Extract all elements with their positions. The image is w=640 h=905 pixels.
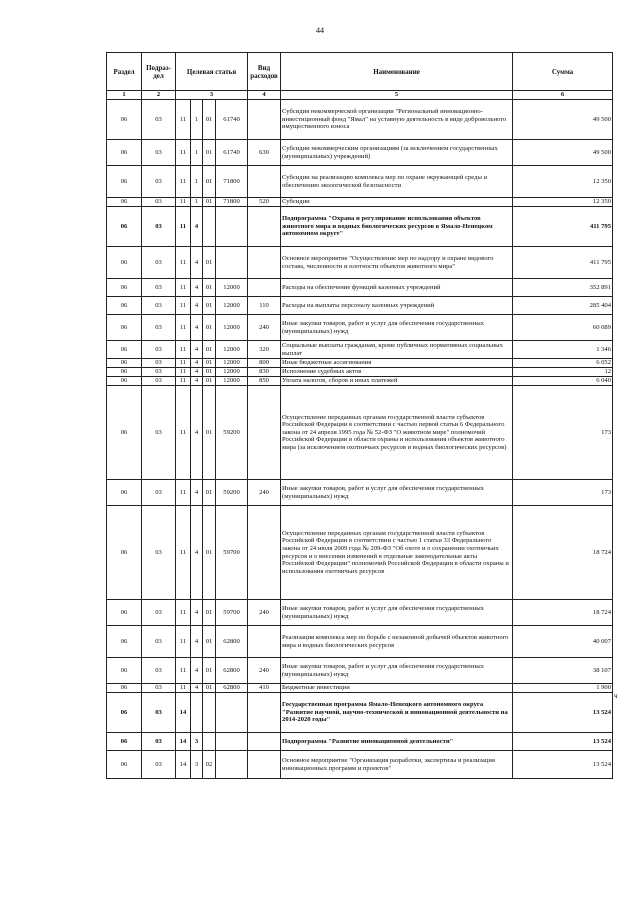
amount-cell: 12 350 bbox=[513, 166, 613, 198]
event-code-cell: 01 bbox=[203, 600, 216, 626]
razdel-cell: 06 bbox=[107, 140, 142, 166]
amount-cell: 12 bbox=[513, 368, 613, 377]
name-cell: Государственная программа Ямало-Ненецкого автономного округа "Развитие научной, научно-технической и инновационной деятельности на 2014-2020 годы" bbox=[281, 693, 513, 733]
razdel-cell: 06 bbox=[107, 658, 142, 684]
subprogram-code-cell: 4 bbox=[191, 359, 203, 368]
direction-code-cell bbox=[216, 693, 248, 733]
table-row bbox=[107, 247, 613, 279]
expense-type-cell bbox=[248, 207, 281, 247]
program-code-cell: 11 bbox=[176, 368, 191, 377]
direction-code-cell: 12000 bbox=[216, 368, 248, 377]
amount-cell: 352 891 bbox=[513, 279, 613, 297]
podrazdel-cell: 03 bbox=[142, 600, 176, 626]
podrazdel-cell: 03 bbox=[142, 368, 176, 377]
expense-type-cell bbox=[248, 100, 281, 140]
program-code-cell: 11 bbox=[176, 140, 191, 166]
amount-cell: 13 524 bbox=[513, 751, 613, 779]
expense-type-cell bbox=[248, 626, 281, 658]
name-cell: Иные закупки товаров, работ и услуг для обеспечения государственных (муниципальных) нужд bbox=[281, 600, 513, 626]
table-row bbox=[107, 751, 613, 779]
direction-code-cell bbox=[216, 247, 248, 279]
expense-type-cell bbox=[248, 506, 281, 600]
event-code-cell: 01 bbox=[203, 684, 216, 693]
razdel-cell: 06 bbox=[107, 600, 142, 626]
amount-cell: 173 bbox=[513, 480, 613, 506]
table-row bbox=[107, 480, 613, 506]
event-code-cell: 01 bbox=[203, 377, 216, 386]
direction-code-cell bbox=[216, 207, 248, 247]
amount-cell: 1 900 bbox=[513, 684, 613, 693]
table-row bbox=[107, 341, 613, 359]
razdel-cell: 06 bbox=[107, 198, 142, 207]
name-cell: Иные бюджетные ассигнования bbox=[281, 359, 513, 368]
index-cell: 6 bbox=[513, 91, 613, 100]
table-row bbox=[107, 600, 613, 626]
name-cell: Подпрограмма "Развитие инновационной деятельности" bbox=[281, 733, 513, 751]
program-code-cell: 14 bbox=[176, 751, 191, 779]
event-code-cell: 01 bbox=[203, 247, 216, 279]
program-code-cell: 14 bbox=[176, 693, 191, 733]
expense-type-cell bbox=[248, 751, 281, 779]
amount-cell: 38 107 bbox=[513, 658, 613, 684]
name-cell: Основное мероприятие "Осуществление мер по надзору и охране видового состава, численности и плотности объектов животного мира" bbox=[281, 247, 513, 279]
name-cell: Субсидии bbox=[281, 198, 513, 207]
razdel-cell: 06 bbox=[107, 733, 142, 751]
table-row bbox=[107, 100, 613, 140]
event-code-cell: 01 bbox=[203, 100, 216, 140]
podrazdel-cell: 03 bbox=[142, 733, 176, 751]
table-row bbox=[107, 506, 613, 600]
direction-code-cell bbox=[216, 751, 248, 779]
subprogram-code-cell: 4 bbox=[191, 626, 203, 658]
amount-cell: 13 524 bbox=[513, 693, 613, 733]
event-code-cell bbox=[203, 207, 216, 247]
amount-cell: 6 040 bbox=[513, 377, 613, 386]
podrazdel-cell: 03 bbox=[142, 480, 176, 506]
program-code-cell: 11 bbox=[176, 247, 191, 279]
expense-type-cell bbox=[248, 386, 281, 480]
name-cell: Социальные выплаты гражданам, кроме публичных нормативных социальных выплат bbox=[281, 341, 513, 359]
name-cell: Осуществление переданных органам государственной власти субъектов Российской Федерации в соответствии с частью первой статьи 6 Федерального закона от 24 апреля 1995 года № 52-ФЗ "О животном мире" полномочий Российской Федерации в области охраны и использования объектов животного мира (за исключением охотничьих ресурсов и водных биологических ресурсов) bbox=[281, 386, 513, 480]
podrazdel-cell: 03 bbox=[142, 247, 176, 279]
expense-type-cell: 240 bbox=[248, 480, 281, 506]
event-code-cell: 01 bbox=[203, 166, 216, 198]
expense-type-cell: 520 bbox=[248, 198, 281, 207]
program-code-cell: 11 bbox=[176, 341, 191, 359]
table-row bbox=[107, 733, 613, 751]
table-row bbox=[107, 166, 613, 198]
expense-type-cell bbox=[248, 733, 281, 751]
header-razdel: Раздел bbox=[107, 53, 142, 91]
podrazdel-cell: 03 bbox=[142, 751, 176, 779]
event-code-cell: 01 bbox=[203, 626, 216, 658]
name-cell: Иные закупки товаров, работ и услуг для обеспечения государственных (муниципальных) нужд bbox=[281, 315, 513, 341]
name-cell: Бюджетные инвестиции bbox=[281, 684, 513, 693]
subprogram-code-cell: 1 bbox=[191, 100, 203, 140]
event-code-cell: 01 bbox=[203, 140, 216, 166]
event-code-cell: 01 bbox=[203, 341, 216, 359]
expense-type-cell: 320 bbox=[248, 341, 281, 359]
subprogram-code-cell: 3 bbox=[191, 751, 203, 779]
name-cell: Подпрограмма "Охрана и регулирование использования объектов животного мира и водных биологических ресурсов в Ямало-Ненецком автономном округе" bbox=[281, 207, 513, 247]
header-naimenovanie: Наименование bbox=[281, 53, 513, 91]
expense-type-cell: 630 bbox=[248, 140, 281, 166]
direction-code-cell: 62800 bbox=[216, 684, 248, 693]
name-cell: Расходы на выплаты персоналу казенных учреждений bbox=[281, 297, 513, 315]
name-cell: Субсидия некоммерческой организации "Региональный инновационно-инвестиционный фонд "Ямал" на уставную деятельность в виде добровольного имущественного взноса bbox=[281, 100, 513, 140]
table-row bbox=[107, 658, 613, 684]
program-code-cell: 11 bbox=[176, 684, 191, 693]
subprogram-code-cell: 3 bbox=[191, 733, 203, 751]
amount-cell: 49 500 bbox=[513, 100, 613, 140]
event-code-cell: 01 bbox=[203, 506, 216, 600]
expense-type-cell: 800 bbox=[248, 359, 281, 368]
program-code-cell: 11 bbox=[176, 198, 191, 207]
subprogram-code-cell: 1 bbox=[191, 198, 203, 207]
subprogram-code-cell: 1 bbox=[191, 140, 203, 166]
direction-code-cell bbox=[216, 733, 248, 751]
header-vid-raskhodov: Вид расходов bbox=[248, 53, 281, 91]
name-cell: Субсидии на реализацию комплекса мер по охране окружающей среды и обеспечению экологической безопасности bbox=[281, 166, 513, 198]
podrazdel-cell: 03 bbox=[142, 198, 176, 207]
name-cell: Уплата налогов, сборов и иных платежей bbox=[281, 377, 513, 386]
program-code-cell: 11 bbox=[176, 386, 191, 480]
amount-cell: 49 500 bbox=[513, 140, 613, 166]
direction-code-cell: 12000 bbox=[216, 297, 248, 315]
name-cell: Субсидии некоммерческим организациям (за исключением государственных (муниципальных) учреждений) bbox=[281, 140, 513, 166]
podrazdel-cell: 03 bbox=[142, 297, 176, 315]
podrazdel-cell: 03 bbox=[142, 100, 176, 140]
event-code-cell: 01 bbox=[203, 359, 216, 368]
razdel-cell: 06 bbox=[107, 506, 142, 600]
direction-code-cell: 59200 bbox=[216, 386, 248, 480]
name-cell: Реализация комплекса мер по борьбе с незаконной добычей объектов животного мира и водных биологических ресурсов bbox=[281, 626, 513, 658]
event-code-cell bbox=[203, 733, 216, 751]
table-row bbox=[107, 386, 613, 480]
amount-cell: 1 346 bbox=[513, 341, 613, 359]
razdel-cell: 06 bbox=[107, 359, 142, 368]
podrazdel-cell: 03 bbox=[142, 386, 176, 480]
index-cell: 4 bbox=[248, 91, 281, 100]
podrazdel-cell: 03 bbox=[142, 377, 176, 386]
direction-code-cell: 59700 bbox=[216, 506, 248, 600]
program-code-cell: 11 bbox=[176, 600, 191, 626]
razdel-cell: 06 bbox=[107, 377, 142, 386]
name-cell: Основное мероприятие "Организация разработки, экспертизы и реализация инновационных программ и проектов" bbox=[281, 751, 513, 779]
table-row bbox=[107, 377, 613, 386]
subprogram-code-cell: 1 bbox=[191, 166, 203, 198]
direction-code-cell: 62800 bbox=[216, 658, 248, 684]
header-row bbox=[107, 53, 613, 91]
amount-cell: 173 bbox=[513, 386, 613, 480]
table-row bbox=[107, 198, 613, 207]
table-row bbox=[107, 626, 613, 658]
amount-cell: 285 404 bbox=[513, 297, 613, 315]
index-cell: 2 bbox=[142, 91, 176, 100]
razdel-cell: 06 bbox=[107, 386, 142, 480]
amount-cell: 12 350 bbox=[513, 198, 613, 207]
table-row bbox=[107, 359, 613, 368]
direction-code-cell: 12000 bbox=[216, 377, 248, 386]
event-code-cell: 01 bbox=[203, 386, 216, 480]
razdel-cell: 06 bbox=[107, 693, 142, 733]
razdel-cell: 06 bbox=[107, 207, 142, 247]
header-podrazdel: Подраз-дел bbox=[142, 53, 176, 91]
razdel-cell: 06 bbox=[107, 480, 142, 506]
podrazdel-cell: 03 bbox=[142, 693, 176, 733]
subprogram-code-cell: 4 bbox=[191, 506, 203, 600]
subprogram-code-cell: 4 bbox=[191, 279, 203, 297]
direction-code-cell: 59700 bbox=[216, 600, 248, 626]
podrazdel-cell: 03 bbox=[142, 359, 176, 368]
table-row bbox=[107, 368, 613, 377]
razdel-cell: 06 bbox=[107, 751, 142, 779]
expense-type-cell: 240 bbox=[248, 658, 281, 684]
expense-type-cell: 110 bbox=[248, 297, 281, 315]
event-code-cell: 01 bbox=[203, 368, 216, 377]
subprogram-code-cell bbox=[191, 693, 203, 733]
razdel-cell: 06 bbox=[107, 279, 142, 297]
event-code-cell: 02 bbox=[203, 751, 216, 779]
amount-cell: 411 795 bbox=[513, 207, 613, 247]
subprogram-code-cell: 4 bbox=[191, 368, 203, 377]
subprogram-code-cell: 4 bbox=[191, 341, 203, 359]
expense-type-cell bbox=[248, 166, 281, 198]
subprogram-code-cell: 4 bbox=[191, 658, 203, 684]
direction-code-cell: 62800 bbox=[216, 626, 248, 658]
program-code-cell: 11 bbox=[176, 166, 191, 198]
event-code-cell: 01 bbox=[203, 480, 216, 506]
index-cell: 5 bbox=[281, 91, 513, 100]
razdel-cell: 06 bbox=[107, 166, 142, 198]
subprogram-code-cell: 4 bbox=[191, 297, 203, 315]
event-code-cell: 01 bbox=[203, 279, 216, 297]
expense-type-cell bbox=[248, 279, 281, 297]
index-row bbox=[107, 91, 613, 100]
name-cell: Осуществление переданных органам государственной власти субъектов Российской Федерации в соответствии с частью 1 статьи 33 Федерального закона от 24 июля 2009 года № 209-ФЗ "Об охоте и о сохранении охотничьих ресурсов и о внесении изменений в отдельные законодательные акты Российской Федерации" полномочий Российской Федерации в области охраны и использования охотничьих ресурсов bbox=[281, 506, 513, 600]
name-cell: Иные закупки товаров, работ и услуг для обеспечения государственных (муниципальных) нужд bbox=[281, 658, 513, 684]
subprogram-code-cell: 4 bbox=[191, 247, 203, 279]
program-code-cell: 11 bbox=[176, 658, 191, 684]
razdel-cell: 06 bbox=[107, 100, 142, 140]
subprogram-code-cell: 4 bbox=[191, 480, 203, 506]
table-row bbox=[107, 297, 613, 315]
program-code-cell: 11 bbox=[176, 377, 191, 386]
event-code-cell: 01 bbox=[203, 297, 216, 315]
podrazdel-cell: 03 bbox=[142, 658, 176, 684]
table-row bbox=[107, 684, 613, 693]
expense-type-cell: 240 bbox=[248, 315, 281, 341]
program-code-cell: 11 bbox=[176, 100, 191, 140]
podrazdel-cell: 03 bbox=[142, 506, 176, 600]
direction-code-cell: 71800 bbox=[216, 166, 248, 198]
amount-cell: 411 795 bbox=[513, 247, 613, 279]
subprogram-code-cell: 4 bbox=[191, 315, 203, 341]
direction-code-cell: 59200 bbox=[216, 480, 248, 506]
razdel-cell: 06 bbox=[107, 341, 142, 359]
subprogram-code-cell: 4 bbox=[191, 377, 203, 386]
razdel-cell: 06 bbox=[107, 247, 142, 279]
expense-type-cell bbox=[248, 247, 281, 279]
name-cell: Исполнение судебных актов bbox=[281, 368, 513, 377]
expense-type-cell bbox=[248, 693, 281, 733]
direction-code-cell: 12000 bbox=[216, 359, 248, 368]
program-code-cell: 11 bbox=[176, 626, 191, 658]
program-code-cell: 11 bbox=[176, 297, 191, 315]
subprogram-code-cell: 4 bbox=[191, 386, 203, 480]
amount-cell: 18 724 bbox=[513, 600, 613, 626]
name-cell: Иные закупки товаров, работ и услуг для обеспечения государственных (муниципальных) нужд bbox=[281, 480, 513, 506]
budget-table bbox=[106, 52, 613, 779]
amount-cell: 13 524 bbox=[513, 733, 613, 751]
expense-type-cell: 240 bbox=[248, 600, 281, 626]
amount-cell: 60 089 bbox=[513, 315, 613, 341]
index-cell: 1 bbox=[107, 91, 142, 100]
razdel-cell: 06 bbox=[107, 297, 142, 315]
podrazdel-cell: 03 bbox=[142, 626, 176, 658]
razdel-cell: 06 bbox=[107, 684, 142, 693]
header-celevaya-statya: Целевая статья bbox=[176, 53, 248, 91]
expense-type-cell: 830 bbox=[248, 368, 281, 377]
header-summa: Сумма bbox=[513, 53, 613, 91]
program-code-cell: 11 bbox=[176, 207, 191, 247]
event-code-cell bbox=[203, 693, 216, 733]
podrazdel-cell: 03 bbox=[142, 207, 176, 247]
direction-code-cell: 12000 bbox=[216, 341, 248, 359]
table-row bbox=[107, 693, 613, 733]
razdel-cell: 06 bbox=[107, 315, 142, 341]
podrazdel-cell: 03 bbox=[142, 684, 176, 693]
razdel-cell: 06 bbox=[107, 626, 142, 658]
expense-type-cell: 850 bbox=[248, 377, 281, 386]
index-cell: 3 bbox=[176, 91, 248, 100]
subprogram-code-cell: 4 bbox=[191, 207, 203, 247]
event-code-cell: 01 bbox=[203, 658, 216, 684]
razdel-cell: 06 bbox=[107, 368, 142, 377]
podrazdel-cell: 03 bbox=[142, 166, 176, 198]
subprogram-code-cell: 4 bbox=[191, 600, 203, 626]
program-code-cell: 11 bbox=[176, 506, 191, 600]
table-row bbox=[107, 140, 613, 166]
direction-code-cell: 61740 bbox=[216, 140, 248, 166]
direction-code-cell: 61740 bbox=[216, 100, 248, 140]
table-row bbox=[107, 279, 613, 297]
subprogram-code-cell: 4 bbox=[191, 684, 203, 693]
amount-cell: 6 052 bbox=[513, 359, 613, 368]
event-code-cell: 01 bbox=[203, 198, 216, 207]
event-code-cell: 01 bbox=[203, 315, 216, 341]
page-number: 44 bbox=[316, 26, 324, 35]
program-code-cell: 11 bbox=[176, 315, 191, 341]
direction-code-cell: 12000 bbox=[216, 315, 248, 341]
podrazdel-cell: 03 bbox=[142, 279, 176, 297]
podrazdel-cell: 03 bbox=[142, 140, 176, 166]
direction-code-cell: 12000 bbox=[216, 279, 248, 297]
direction-code-cell: 71800 bbox=[216, 198, 248, 207]
table-row bbox=[107, 207, 613, 247]
name-cell: Расходы на обеспечение функций казенных учреждений bbox=[281, 279, 513, 297]
amount-cell: 40 007 bbox=[513, 626, 613, 658]
expense-type-cell: 410 bbox=[248, 684, 281, 693]
amount-cell: 18 724 bbox=[513, 506, 613, 600]
program-code-cell: 11 bbox=[176, 480, 191, 506]
program-code-cell: 14 bbox=[176, 733, 191, 751]
program-code-cell: 11 bbox=[176, 359, 191, 368]
program-code-cell: 11 bbox=[176, 279, 191, 297]
margin-mark: ч bbox=[614, 692, 618, 700]
podrazdel-cell: 03 bbox=[142, 341, 176, 359]
table-row bbox=[107, 315, 613, 341]
podrazdel-cell: 03 bbox=[142, 315, 176, 341]
